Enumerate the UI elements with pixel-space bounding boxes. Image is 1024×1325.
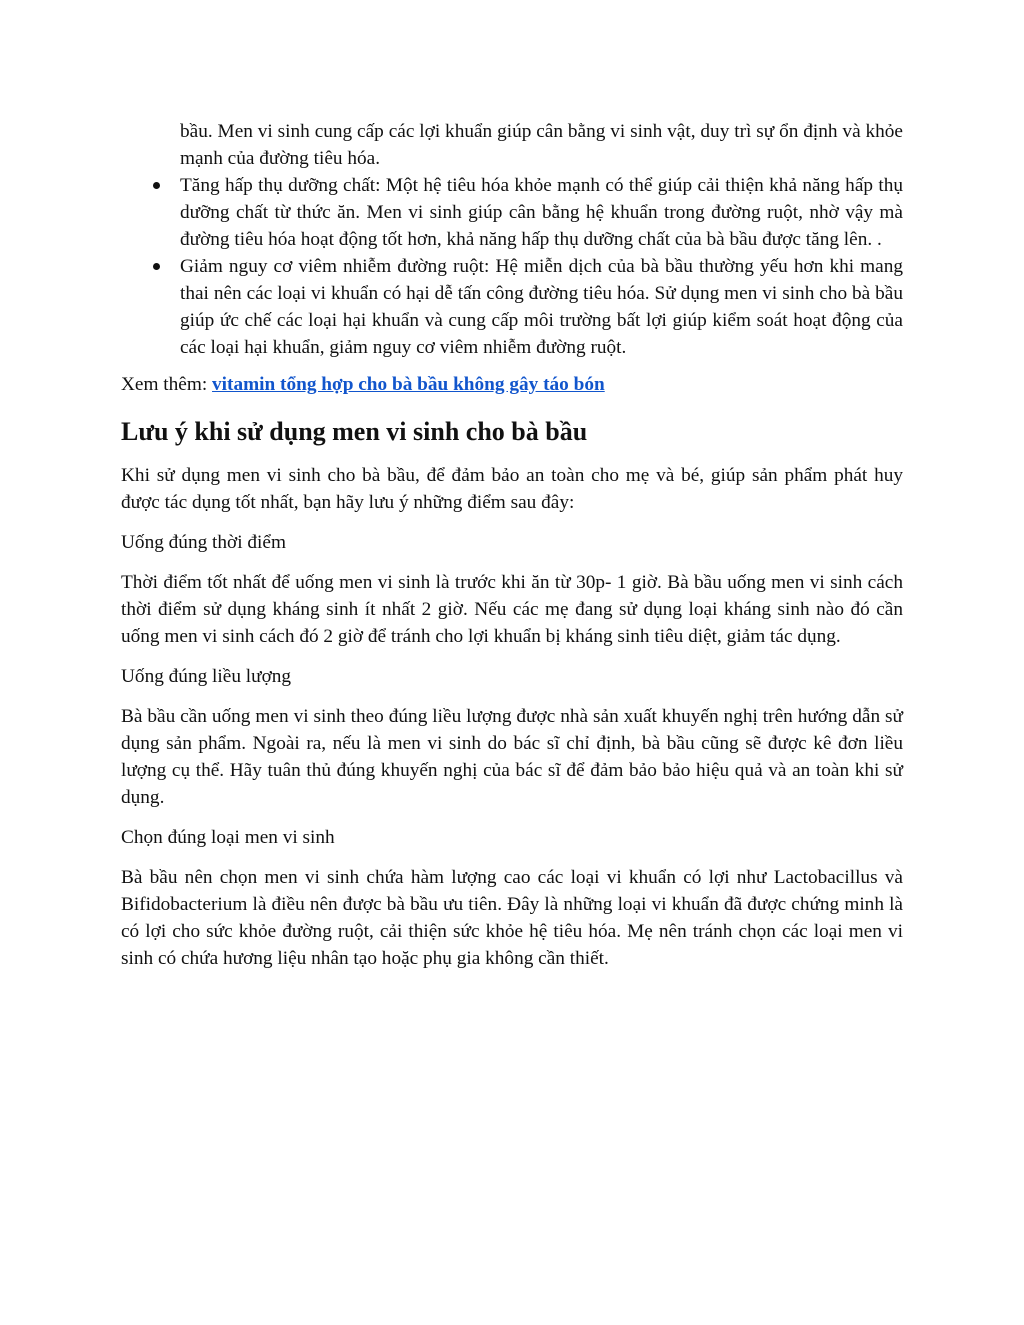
see-also-line [121, 371, 903, 398]
list-item-text: Giảm nguy cơ viêm nhiễm đường ruột: Hệ miễn dịch của bà bầu thường yếu hơn khi mang thai nên các loại vi khuẩn có hại dễ tấn công đường tiêu hóa. Sử dụng men vi sinh cho bà bầu giúp ức chế các loại hại khuẩn và cung cấp môi trường bất lợi giúp kiểm soát hoạt động của các loại hại khuẩn, giảm nguy cơ viêm nhiễm đường ruột. [180, 256, 903, 358]
list-item [121, 172, 903, 253]
subsection-body: Bà bầu nên chọn men vi sinh chứa hàm lượng cao các loại vi khuẩn có lợi như Lactobacillus và Bifidobacterium là điều nên được bà bầu ưu tiên. Đây là những loại vi khuẩn đã được chứng minh là có lợi cho sức khỏe đường ruột, cải thiện sức khỏe hệ tiêu hóa. Mẹ nên tránh chọn các loại men vi sinh có chứa hương liệu nhân tạo hoặc phụ gia không cần thiết. [121, 867, 903, 969]
bullet-icon [153, 263, 160, 270]
subsection-body: Thời điểm tốt nhất để uống men vi sinh là trước khi ăn từ 30p- 1 giờ. Bà bầu uống men vi sinh cách thời điểm sử dụng kháng sinh ít nhất 2 giờ. Nếu các mẹ đang sử dụng loại kháng sinh nào đó cần uống men vi sinh cách đó 2 giờ để tránh cho lợi khuẩn bị kháng sinh tiêu diệt, giảm tác dụng. [121, 572, 903, 647]
see-also-prefix: Xem thêm: [121, 374, 213, 395]
bullet-continuation-text: bầu. Men vi sinh cung cấp các lợi khuẩn giúp cân bằng vi sinh vật, duy trì sự ổn định và khỏe mạnh của đường tiêu hóa. [180, 121, 903, 169]
subsection-title: Uống đúng liều lượng [121, 666, 292, 687]
list-item-text: Tăng hấp thụ dưỡng chất: Một hệ tiêu hóa khỏe mạnh có thể giúp cải thiện khả năng hấp thụ dưỡng chất từ thức ăn. Men vi sinh giúp cân bằng hệ khuẩn trong đường ruột, nhờ vậy mà đường tiêu hóa hoạt động tốt hơn, khả năng hấp thụ dưỡng chất của bà bầu được tăng lên. . [180, 175, 903, 250]
subsection-body: Bà bầu cần uống men vi sinh theo đúng liều lượng được nhà sản xuất khuyến nghị trên hướng dẫn sử dụng sản phẩm. Ngoài ra, nếu là men vi sinh do bác sĩ chỉ định, bà bầu cũng sẽ được kê đơn liều lượng cụ thể. Hãy tuân thủ đúng khuyến nghị của bác sĩ để đảm bảo bảo hiệu quả và an toàn khi sử dụng. [121, 706, 903, 808]
subsection-title: Uống đúng thời điểm [121, 532, 286, 553]
bullet-list [121, 118, 903, 361]
section-heading: Lưu ý khi sử dụng men vi sinh cho bà bầu [121, 417, 588, 446]
subsection-title: Chọn đúng loại men vi sinh [121, 827, 335, 848]
see-also-link[interactable]: vitamin tổng hợp cho bà bầu không gây táo bón [212, 374, 605, 395]
list-item [121, 253, 903, 361]
bullet-icon [153, 182, 160, 189]
document-page [121, 118, 903, 972]
intro-paragraph: Khi sử dụng men vi sinh cho bà bầu, để đảm bảo an toàn cho mẹ và bé, giúp sản phẩm phát huy được tác dụng tốt nhất, bạn hãy lưu ý những điểm sau đây: [121, 465, 903, 513]
